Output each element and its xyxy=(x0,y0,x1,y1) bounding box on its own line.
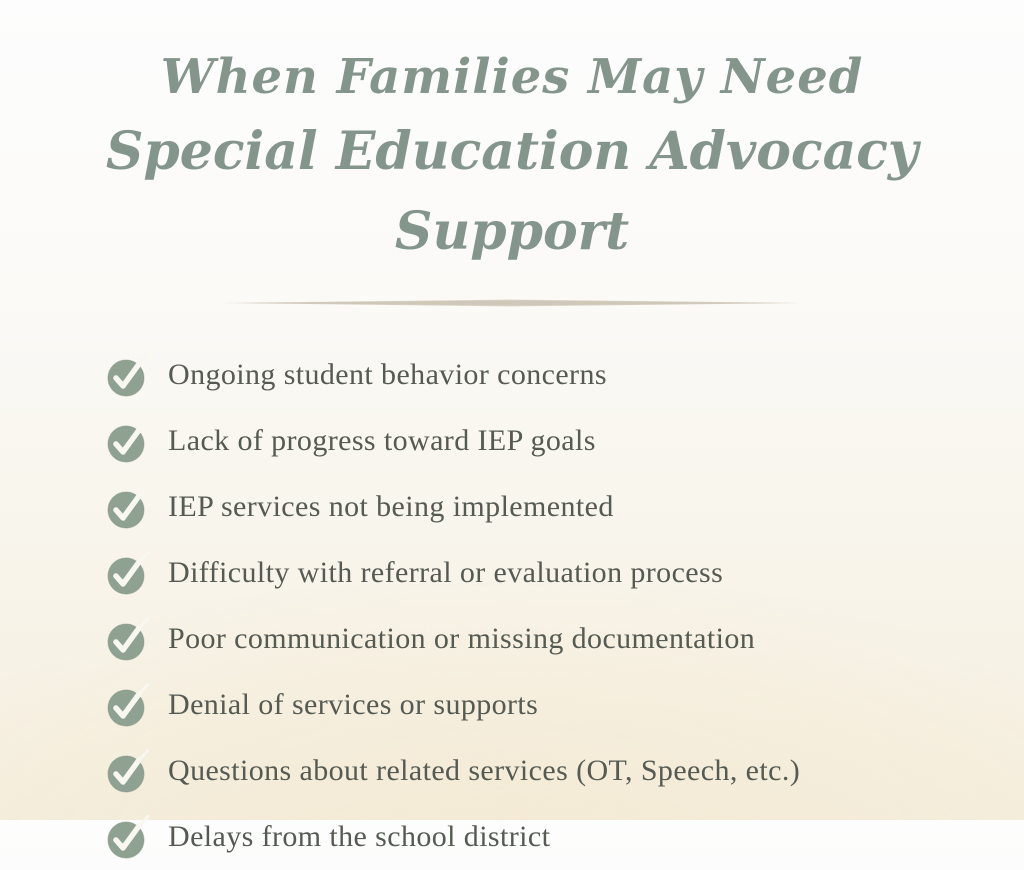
title-line-1: When Families May Need xyxy=(160,49,864,105)
list-item xyxy=(106,672,1024,738)
page-title xyxy=(0,0,1024,272)
divider xyxy=(223,298,801,308)
check-icon xyxy=(106,813,152,861)
list-item xyxy=(106,408,1024,474)
check-icon xyxy=(106,483,152,531)
list-item-label: Ongoing student behavior concerns xyxy=(168,358,607,391)
list-item-label: Lack of progress toward IEP goals xyxy=(168,424,596,457)
list-item-label: Poor communication or missing documentation xyxy=(168,622,756,655)
list-item-label: IEP services not being implemented xyxy=(168,490,614,523)
list-item-label: Questions about related services (OT, Speech, etc.) xyxy=(168,754,801,787)
check-icon xyxy=(106,351,152,399)
check-icon xyxy=(106,747,152,795)
check-icon xyxy=(106,549,152,597)
list-item xyxy=(106,804,1024,870)
check-icon xyxy=(106,417,152,465)
list-item xyxy=(106,606,1024,672)
check-icon xyxy=(106,681,152,729)
list-item xyxy=(106,474,1024,540)
check-icon xyxy=(106,615,152,663)
list-item xyxy=(106,342,1024,408)
title-line-2: Special Education Advocacy Support xyxy=(105,121,919,262)
list-item-label: Denial of services or supports xyxy=(168,688,539,721)
list-item-label: Difficulty with referral or evaluation process xyxy=(168,556,724,589)
checklist xyxy=(106,342,1024,870)
list-item xyxy=(106,738,1024,804)
list-item-label: Delays from the school district xyxy=(168,820,551,853)
list-item xyxy=(106,540,1024,606)
